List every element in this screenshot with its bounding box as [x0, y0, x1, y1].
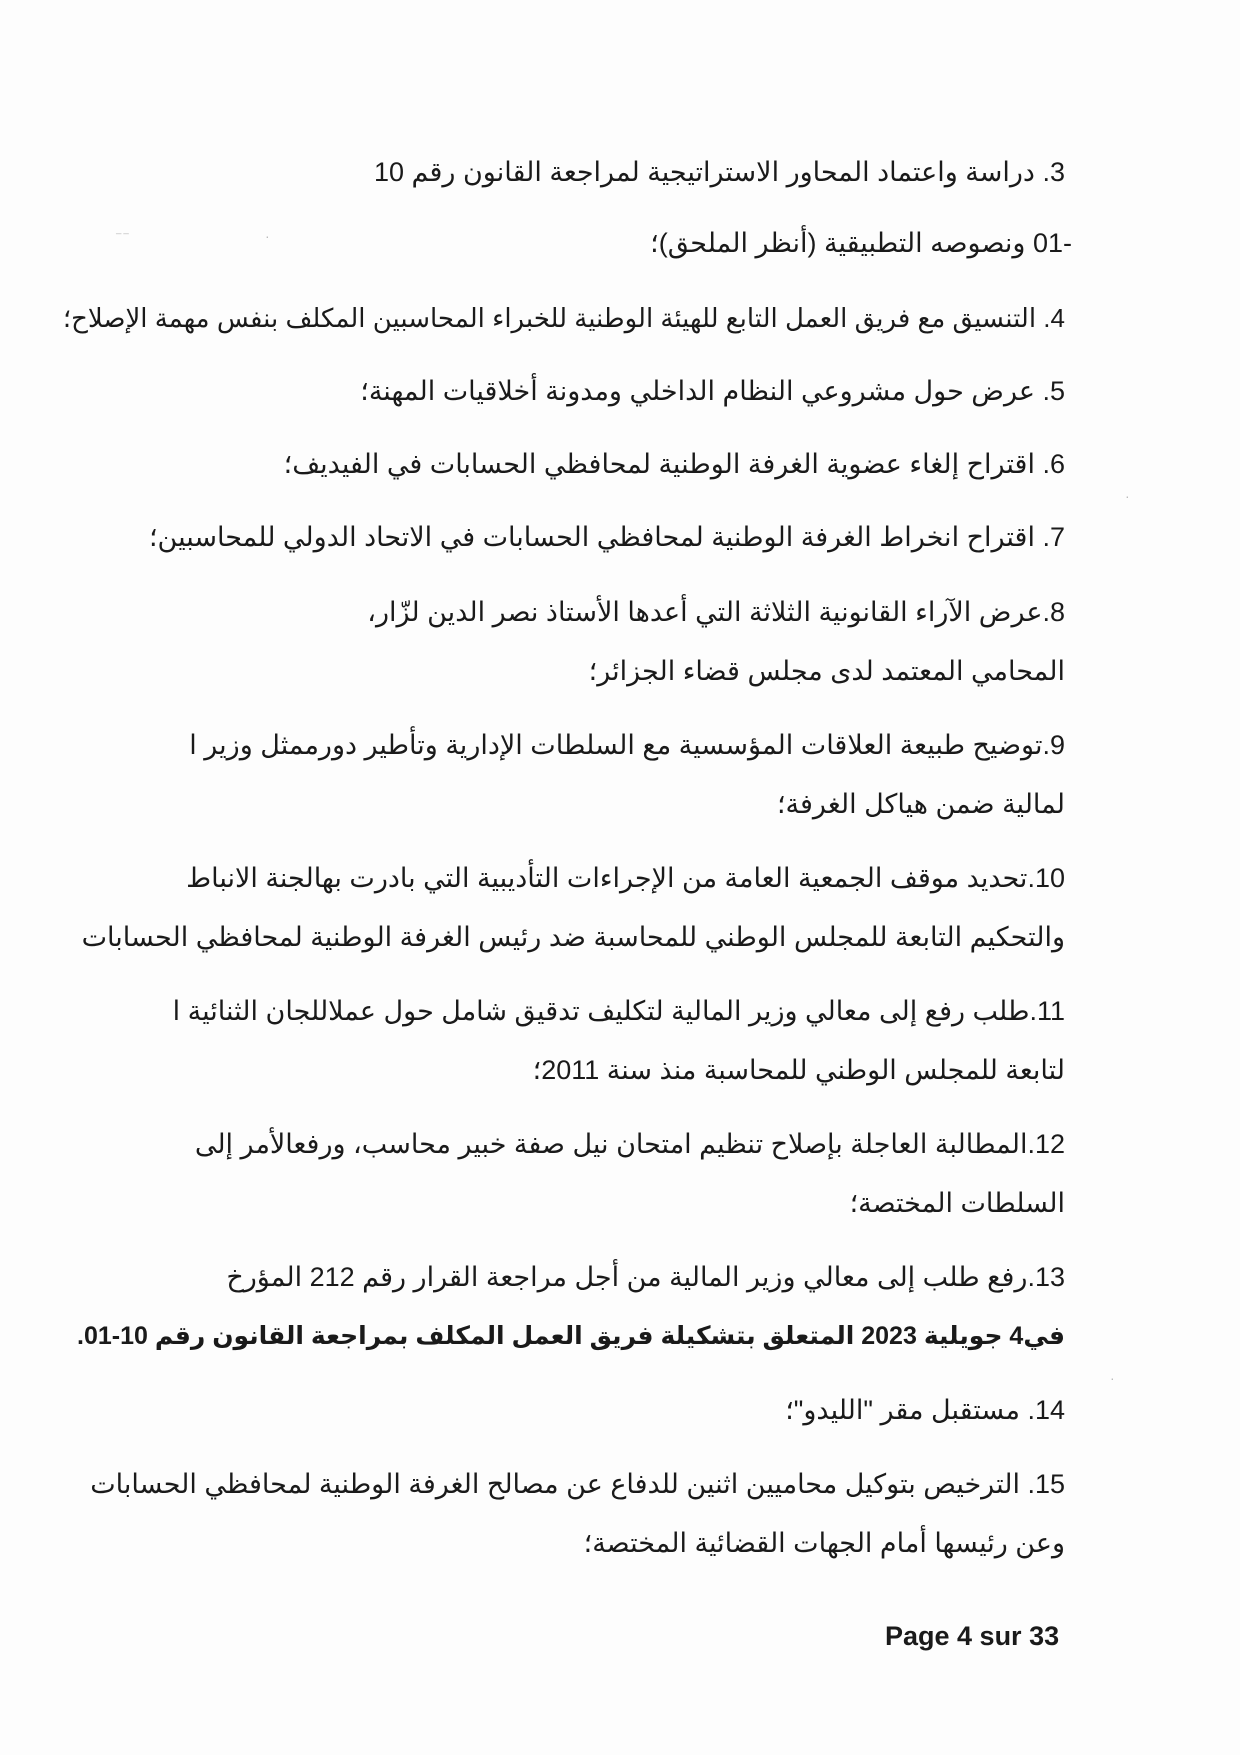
scan-speck: · — [1125, 488, 1130, 504]
agenda-item-6: 6. اقتراح إلغاء عضوية الغرفة الوطنية لمحافظي الحسابات في الفيديف؛ — [283, 449, 1065, 479]
agenda-item-9-line-2: لمالية ضمن هياكل الغرفة؛ — [776, 789, 1065, 819]
scan-speck: · — [265, 228, 270, 244]
agenda-item-8-line-1: 8.عرض الآراء القانونية الثلاثة التي أعدها الأستاذ نصر الدين لزّار، — [367, 597, 1065, 627]
agenda-item-13-line-1: 13.رفع طلب إلى معالي وزير المالية من أجل مراجعة القرار رقم 212 المؤرخ — [226, 1262, 1065, 1292]
agenda-item-12-line-2: السلطات المختصة؛ — [849, 1188, 1065, 1218]
agenda-item-4: 4. التنسيق مع فريق العمل التابع للهيئة الوطنية للخبراء المحاسبين المكلف بنفس مهمة الإصلاح؛ — [62, 303, 1065, 333]
agenda-item-15-line-1: 15. الترخيص بتوكيل محاميين اثنين للدفاع عن مصالح الغرفة الوطنية لمحافظي الحسابات — [90, 1469, 1065, 1499]
agenda-item-11-line-2: لتابعة للمجلس الوطني للمحاسبة منذ سنة 2011؛ — [532, 1055, 1065, 1085]
agenda-item-12-line-1: 12.المطالبة العاجلة بإصلاح تنظيم امتحان نيل صفة خبير محاسب، ورفعالأمر إلى — [194, 1129, 1065, 1159]
agenda-item-9-line-1: 9.توضيح طبيعة العلاقات المؤسسية مع السلطات الإدارية وتأطير دورممثل وزير ا — [189, 730, 1065, 760]
agenda-item-7: 7. اقتراح انخراط الغرفة الوطنية لمحافظي الحسابات في الاتحاد الدولي للمحاسبين؛ — [148, 522, 1065, 552]
agenda-item-3-line-2: -01 ونصوصه التطبيقية (أنظر الملحق)؛ — [650, 228, 1072, 258]
agenda-item-8-line-2: المحامي المعتمد لدى مجلس قضاء الجزائر؛ — [588, 656, 1065, 686]
scan-speck: ⁻⁻ — [115, 228, 130, 244]
scan-speck: · — [1110, 1370, 1115, 1386]
agenda-item-3-line-1: 3. دراسة واعتماد المحاور الاستراتيجية لمراجعة القانون رقم 10 — [373, 157, 1065, 187]
agenda-item-10-line-1: 10.تحديد موقف الجمعية العامة من الإجراءات التأديبية التي بادرت بهالجنة الانباط — [186, 863, 1065, 893]
agenda-item-15-line-2: وعن رئيسها أمام الجهات القضائية المختصة؛ — [583, 1528, 1065, 1558]
agenda-item-11-line-1: 11.طلب رفع إلى معالي وزير المالية لتكليف تدقيق شامل حول عملاللجان الثنائية ا — [172, 996, 1065, 1026]
agenda-item-13-line-2: في4 جويلية 2023 المتعلق بتشكيلة فريق العمل المكلف بمراجعة القانون رقم 10-01. — [77, 1322, 1065, 1350]
page-number: Page 4 sur 33 — [885, 1621, 1060, 1651]
agenda-item-5: 5. عرض حول مشروعي النظام الداخلي ومدونة أخلاقيات المهنة؛ — [360, 376, 1065, 406]
agenda-item-14: 14. مستقبل مقر "الليدو"؛ — [785, 1395, 1065, 1425]
agenda-item-10-line-2: والتحكيم التابعة للمجلس الوطني للمحاسبة ضد رئيس الغرفة الوطنية لمحافظي الحسابات — [81, 922, 1065, 952]
